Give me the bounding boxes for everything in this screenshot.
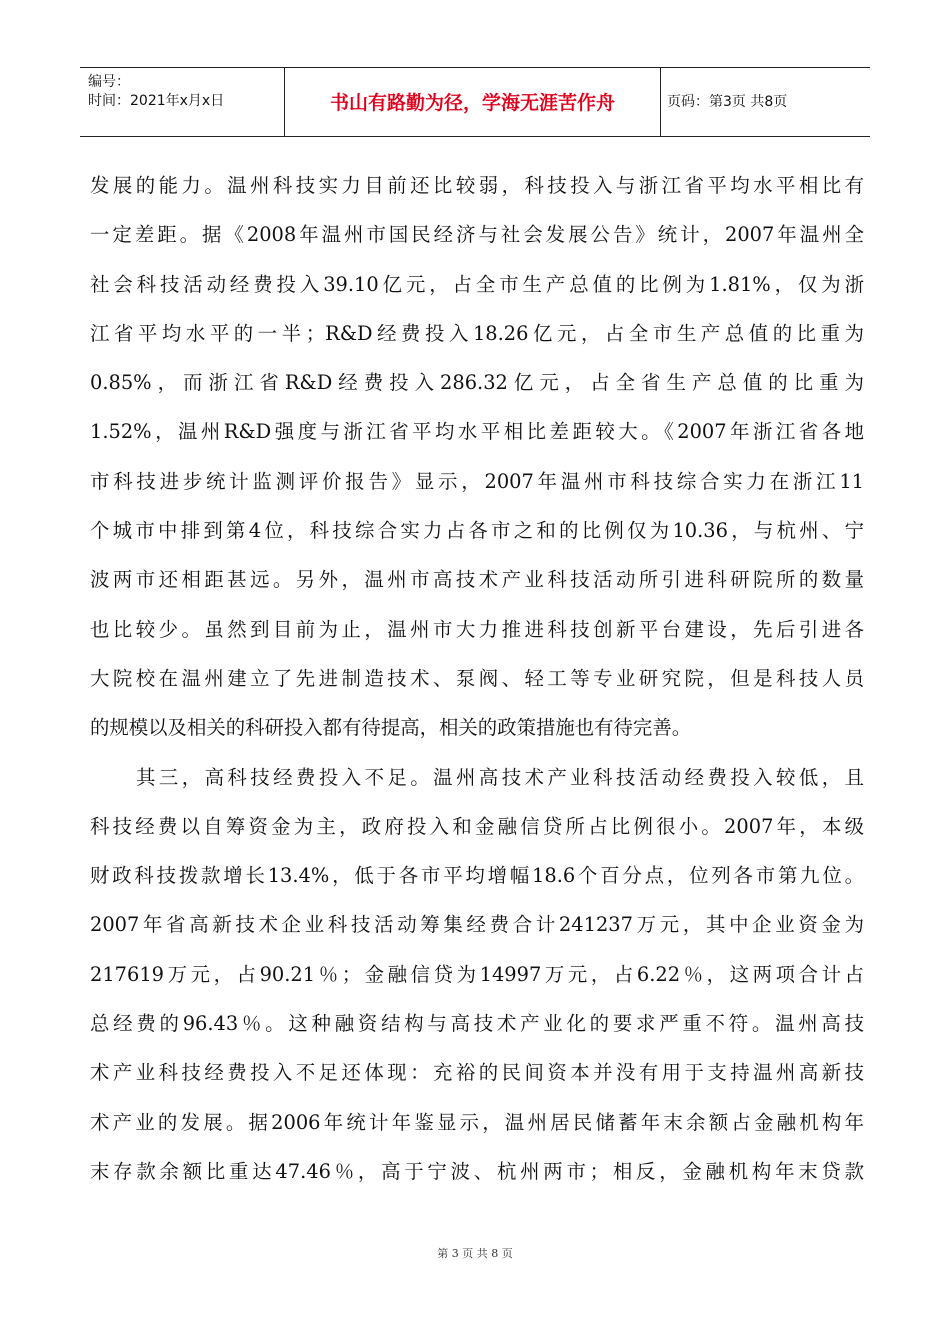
- body-line: 一定差距。据《2008年温州市国民经济与社会发展公告》统计，2007年温州全: [90, 223, 864, 247]
- body-line: 总经费的96.43％。这种融资结构与高技术产业化的要求严重不符。温州高技: [90, 1012, 864, 1036]
- body-line: 波两市还相距甚远。另外，温州市高技术产业科技活动所引进科研院所的数量: [90, 568, 864, 592]
- document-body: [90, 165, 864, 1200]
- body-line: 2007年省高新技术企业科技活动筹集经费合计241237万元，其中企业资金为: [90, 913, 864, 937]
- header-page-cell: [661, 68, 870, 136]
- body-line: 术产业科技经费投入不足还体现：充裕的民间资本并没有用于支持温州高新技: [90, 1061, 864, 1085]
- page-footer: 第 3 页 共 8 页: [437, 1247, 513, 1260]
- body-line: 江省平均水平的一半；R&D经费投入18.26亿元，占全市生产总值的比重为: [90, 321, 864, 345]
- page-header: [80, 67, 870, 137]
- header-motto-cell: [285, 68, 661, 136]
- body-line: 社会科技活动经费投入39.10亿元，占全市生产总值的比例为1.81%，仅为浙: [90, 272, 864, 296]
- header-info-cell: [80, 68, 285, 136]
- body-line: 个城市中排到第4位，科技综合实力占各市之和的比例仅为10.36，与杭州、宁: [90, 519, 864, 543]
- body-line: 其三，高科技经费投入不足。温州高技术产业科技活动经费投入较低，且: [136, 765, 864, 789]
- document-date-label: 时间：2021年x月x日: [88, 93, 225, 109]
- body-line: 1.52%，温州R&D强度与浙江省平均水平相比差距较大。《2007年浙江省各地: [90, 420, 864, 444]
- header-page-code: 页码：第3页 共8页: [667, 94, 788, 110]
- header-motto: 书山有路勤为径，学海无涯苦作舟: [329, 92, 615, 114]
- body-line: 大院校在温州建立了先进制造技术、泵阀、轻工等专业研究院，但是科技人员: [90, 666, 864, 690]
- body-line: 科技经费以自筹资金为主，政府投入和金融信贷所占比例很小。2007年，本级: [90, 814, 864, 838]
- body-line: 0.85%，而浙江省R&D经费投入286.32亿元，占全省生产总值的比重为: [90, 371, 864, 395]
- body-line: 末存款余额比重达47.46％，高于宁波、杭州两市；相反，金融机构年末贷款: [90, 1159, 864, 1183]
- body-line: 术产业的发展。据2006年统计年鉴显示，温州居民储蓄年末余额占金融机构年: [90, 1110, 864, 1134]
- body-line: 发展的能力。温州科技实力目前还比较弱，科技投入与浙江省平均水平相比有: [90, 174, 864, 197]
- body-line: 的规模以及相关的科研投入都有待提高，相关的政策措施也有待完善。: [90, 716, 692, 740]
- body-line: 财政科技拨款增长13.4%，低于各市平均增幅18.6个百分点，位列各市第九位。: [90, 864, 864, 888]
- body-line: 市科技进步统计监测评价报告》显示，2007年温州市科技综合实力在浙江11: [90, 469, 864, 493]
- body-line: 217619万元，占90.21％；金融信贷为14997万元，占6.22％，这两项合计占: [90, 962, 864, 986]
- body-line: 也比较少。虽然到目前为止，温州市大力推进科技创新平台建设，先后引进各: [90, 617, 864, 641]
- document-number-label: 编号：: [88, 74, 130, 90]
